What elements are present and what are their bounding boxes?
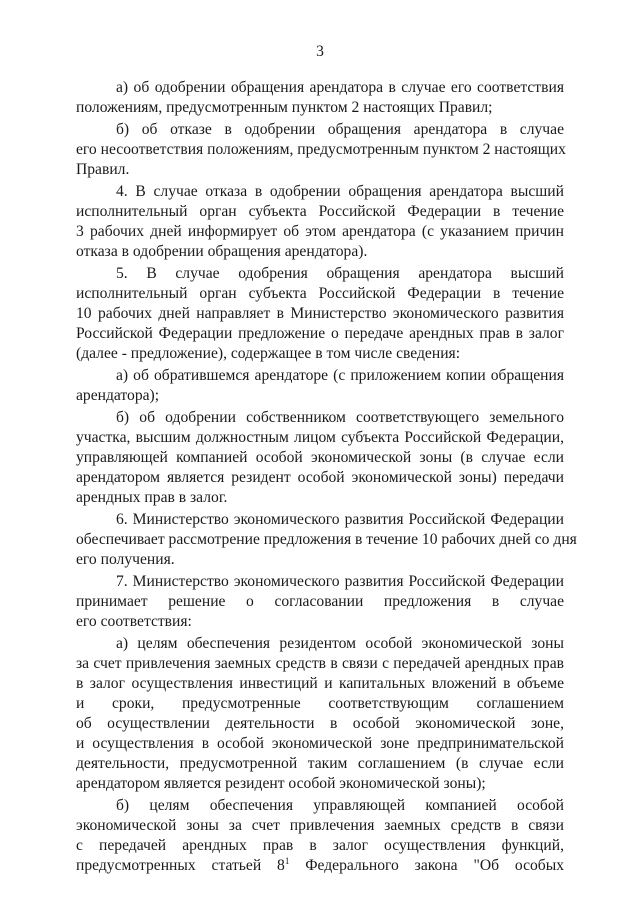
paragraph xyxy=(76,634,564,794)
text-line: участка, высшим должностным лицом субъекта Российской Федерации, xyxy=(76,429,564,446)
paragraph xyxy=(76,78,564,118)
text-line: предусмотренных статьей $8^1$ Федерального закона "Об особых xyxy=(76,856,565,874)
text-line: с передачей арендных прав в залог осуществления функций, xyxy=(76,837,564,854)
text-line: исполнительный орган субъекта Российской Федерации в течение xyxy=(76,203,564,220)
text-line-tail: Федерального закона "Об особых xyxy=(289,857,565,874)
text-line: а) целям обеспечения резидентом особой экономической зоны xyxy=(116,635,564,652)
text-line: и осуществления в особой экономической зоне предпринимательской xyxy=(76,735,564,752)
paragraph xyxy=(76,572,564,632)
text-line: 6. Министерство экономического развития Российской Федерации xyxy=(116,511,564,528)
superscript: 1 xyxy=(284,856,290,866)
text-line: арендатором является резидент особой экономической зоны); xyxy=(76,775,486,792)
text-line: в залог осуществления инвестиций и капитальных вложений в объеме xyxy=(76,675,564,692)
text-line: (далее - предложение), содержащее в том числе сведения: xyxy=(76,345,461,362)
text-line: 10 рабочих дней направляет в Министерство экономического развития xyxy=(76,305,564,322)
text-line: его несоответствия положениям, предусмотренным пунктом 2 настоящих xyxy=(76,141,566,158)
text-line: управляющей компанией особой экономической зоны (в случае если xyxy=(76,449,564,466)
text-line: деятельности, предусмотренной таким соглашением (в случае если xyxy=(76,755,564,772)
text-line: экономической зоны за счет привлечения заемных средств в связи xyxy=(76,817,564,834)
document-body xyxy=(76,78,577,876)
text-line: 7. Министерство экономического развития Российской Федерации xyxy=(116,573,564,590)
text-line: арендатора); xyxy=(76,387,160,404)
paragraph xyxy=(76,264,564,364)
paragraph xyxy=(76,796,564,876)
text-line: арендных прав в залог. xyxy=(76,489,228,506)
paragraph xyxy=(76,366,564,406)
text-line: принимает решение о согласовании предложения в случае xyxy=(76,593,564,610)
text-line: об осуществлении деятельности в особой экономической зоне, xyxy=(76,715,564,732)
text-line: арендатором является резидент особой экономической зоны) передачи xyxy=(76,469,564,486)
paragraph xyxy=(76,120,564,180)
text-line: 3 рабочих дней информирует об этом арендатора (с указанием причин xyxy=(76,223,564,240)
page-number: 3 xyxy=(316,43,324,60)
text-line: б) целям обеспечения управляющей компанией особой xyxy=(116,797,564,814)
text-line: обеспечивает рассмотрение предложения в течение 10 рабочих дней со дня xyxy=(76,531,577,548)
text-line: и сроки, предусмотренные соответствующим соглашением xyxy=(76,695,564,712)
paragraph xyxy=(76,182,564,262)
text-line: а) об одобрении обращения арендатора в случае его соответствия xyxy=(116,79,564,96)
text-line: Российской Федерации предложение о передаче арендных прав в залог xyxy=(76,325,564,342)
text-line: его соответствия: xyxy=(76,613,192,630)
text-line: за счет привлечения заемных средств в связи с передачей арендных прав xyxy=(76,655,564,672)
text-line: положениям, предусмотренным пунктом 2 настоящих Правил; xyxy=(76,99,493,116)
text-line: 5. В случае одобрения обращения арендатора высший xyxy=(116,265,564,282)
text-line: его получения. xyxy=(76,551,175,568)
text-line: б) об отказе в одобрении обращения арендатора в случае xyxy=(116,121,564,138)
paragraph xyxy=(76,510,577,570)
text-line: отказа в одобрении обращения арендатора). xyxy=(76,243,368,260)
text-line: б) об одобрении собственником соответствующего земельного xyxy=(116,409,564,426)
text-line: а) об обратившемся арендаторе (с приложением копии обращения xyxy=(116,367,564,384)
text-line: исполнительный орган субъекта Российской Федерации в течение xyxy=(76,285,564,302)
text-line: Правил. xyxy=(76,161,130,178)
paragraph xyxy=(76,408,564,508)
text-line: 4. В случае отказа в одобрении обращения арендатора высший xyxy=(116,183,564,200)
